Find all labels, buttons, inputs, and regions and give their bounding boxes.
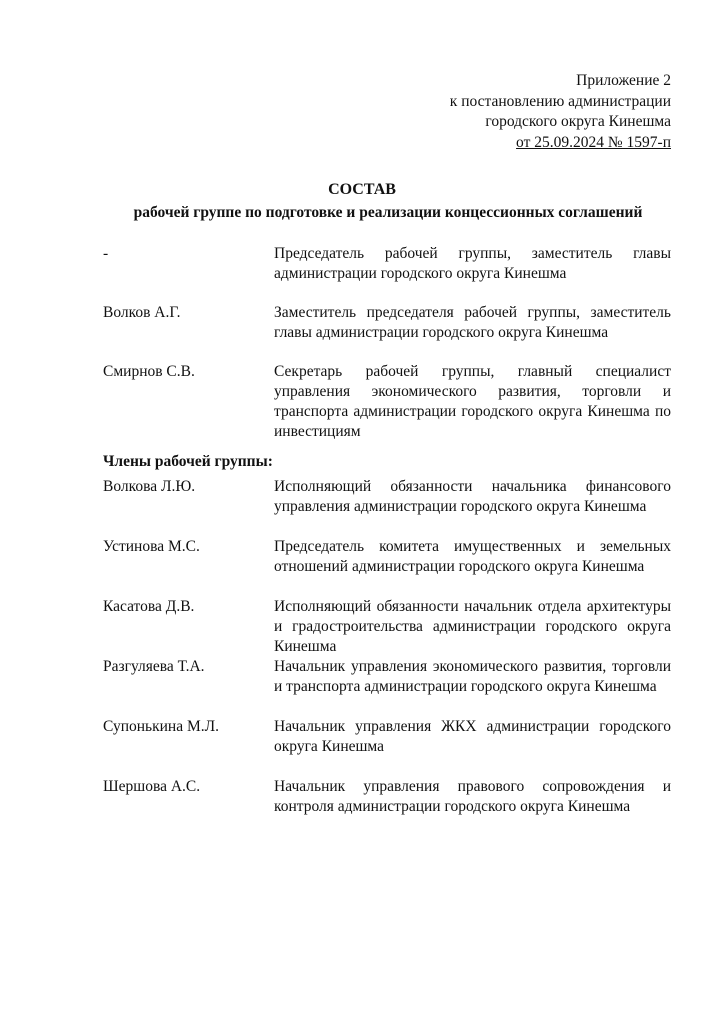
- member-role: Заместитель председателя рабочей группы, заместитель главы администрации городского округа Кинешма: [274, 304, 671, 341]
- member-name: -: [103, 245, 109, 262]
- appendix-decree: к постановлению администрации: [449, 92, 671, 110]
- member-name: Устинова М.С.: [103, 538, 200, 555]
- member-name: Волкова Л.Ю.: [103, 478, 196, 495]
- member-role: Начальник управления ЖКХ администрации городского округа Кинешма: [274, 718, 671, 755]
- document-subtitle: рабочей группе по подготовке и реализации концессионных соглашений: [133, 204, 643, 221]
- member-name: Разгуляева Т.А.: [103, 658, 205, 675]
- member-name: Касатова Д.В.: [103, 598, 195, 615]
- member-role: Исполняющий обязанности начальник отдела архитектуры и градостроительства администрации городского округа Кинешма: [274, 598, 671, 655]
- member-role: Исполняющий обязанности начальника финансового управления администрации городского округа Кинешма: [274, 478, 671, 515]
- appendix-date: от 25.09.2024 № 1597-п: [516, 133, 671, 151]
- member-role: Начальник управления правового сопровождения и контроля администрации городского округа Кинешма: [274, 778, 671, 815]
- member-role: Председатель рабочей группы, заместитель главы администрации городского округа Кинешма: [274, 245, 671, 282]
- member-name: Смирнов С.В.: [103, 363, 195, 380]
- appendix-number: Приложение 2: [576, 72, 671, 89]
- member-name: Супонькина М.Л.: [103, 718, 220, 735]
- members-heading: Члены рабочей группы:: [103, 453, 273, 470]
- member-role: Секретарь рабочей группы, главный специалист управления экономического развития, торговли и транспорта администрации городского округа Кинешма по инвестициям: [274, 363, 671, 440]
- member-name: Шершова А.С.: [103, 778, 201, 795]
- member-role: Начальник управления экономического развития, торговли и транспорта администрации городского округа Кинешма: [274, 658, 671, 695]
- appendix-block: [450, 71, 671, 153]
- member-name: Волков А.Г.: [103, 304, 181, 321]
- appendix-authority: городского округа Кинешма: [485, 113, 671, 130]
- document-title: СОСТАВ: [328, 181, 396, 198]
- member-role: Председатель комитета имущественных и земельных отношений администрации городского округа Кинешма: [274, 538, 671, 575]
